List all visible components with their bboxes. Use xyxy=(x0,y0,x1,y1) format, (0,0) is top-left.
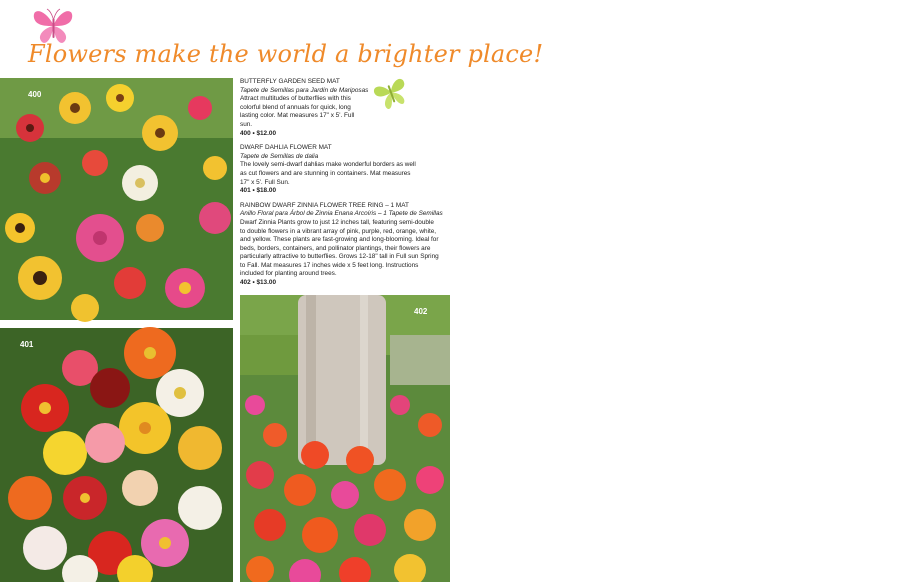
photo-dwarf-dahlia xyxy=(0,328,233,582)
product-401 xyxy=(240,144,450,196)
product-price: 400 • $12.00 xyxy=(240,129,276,137)
product-description: The lovely semi-dwarf dahlias make wonderful borders as well as cut flowers and are stunning in containers. Mat measures 17" x 5'. Full Sun. xyxy=(240,161,416,186)
product-description: Dwarf Zinnia Plants grow to just 12 inches tall, featuring semi-double to double flowers in a vibrant array of pink, purple, red, orange, white, and yellow. These plants are fast-growing and long-blooming. Ideal for beds, borders, containers, and pollinator plantings, their flowers are particularly attractive to butterflies. Grows 12-18" tall in Full sun Spring to Fall. Mat measures 17 inches wide x 5 feet long. Instructions included for planting around trees. xyxy=(240,218,439,278)
product-402 xyxy=(240,202,450,288)
photo-label: 402 xyxy=(414,307,428,316)
product-title: DWARF DAHLIA FLOWER MAT xyxy=(240,144,332,152)
product-400 xyxy=(240,78,450,138)
product-title: RAINBOW DWARF ZINNIA FLOWER TREE RING – 1 MAT xyxy=(240,201,409,209)
page-headline: Flowers make the world a brighter place! xyxy=(28,40,544,68)
product-description: Attract multitudes of butterflies with this colorful blend of annuals for quick, long lasting color. Mat measures 17" x 5'. Full sun. xyxy=(240,95,355,128)
photo-butterfly-garden xyxy=(0,78,233,320)
product-descriptions xyxy=(240,78,450,294)
product-subtitle: Tapete de Semillas de dalia xyxy=(240,152,319,160)
butterfly-green-icon xyxy=(372,75,410,113)
product-subtitle: Tapete de Semillas para Jardín de Mariposas xyxy=(240,86,369,94)
product-price: 402 • $13.00 xyxy=(240,279,276,287)
photo-label: 400 xyxy=(28,90,42,99)
product-subtitle: Anillo Floral para Árbol de Zinnia Enana Arcoíris – 1 Tapete de Semillas xyxy=(240,210,443,218)
photo-label: 401 xyxy=(20,340,34,349)
product-price: 401 • $18.00 xyxy=(240,187,276,195)
product-title: BUTTERFLY GARDEN SEED MAT xyxy=(240,78,340,85)
photo-zinnia-tree-ring xyxy=(240,295,450,582)
